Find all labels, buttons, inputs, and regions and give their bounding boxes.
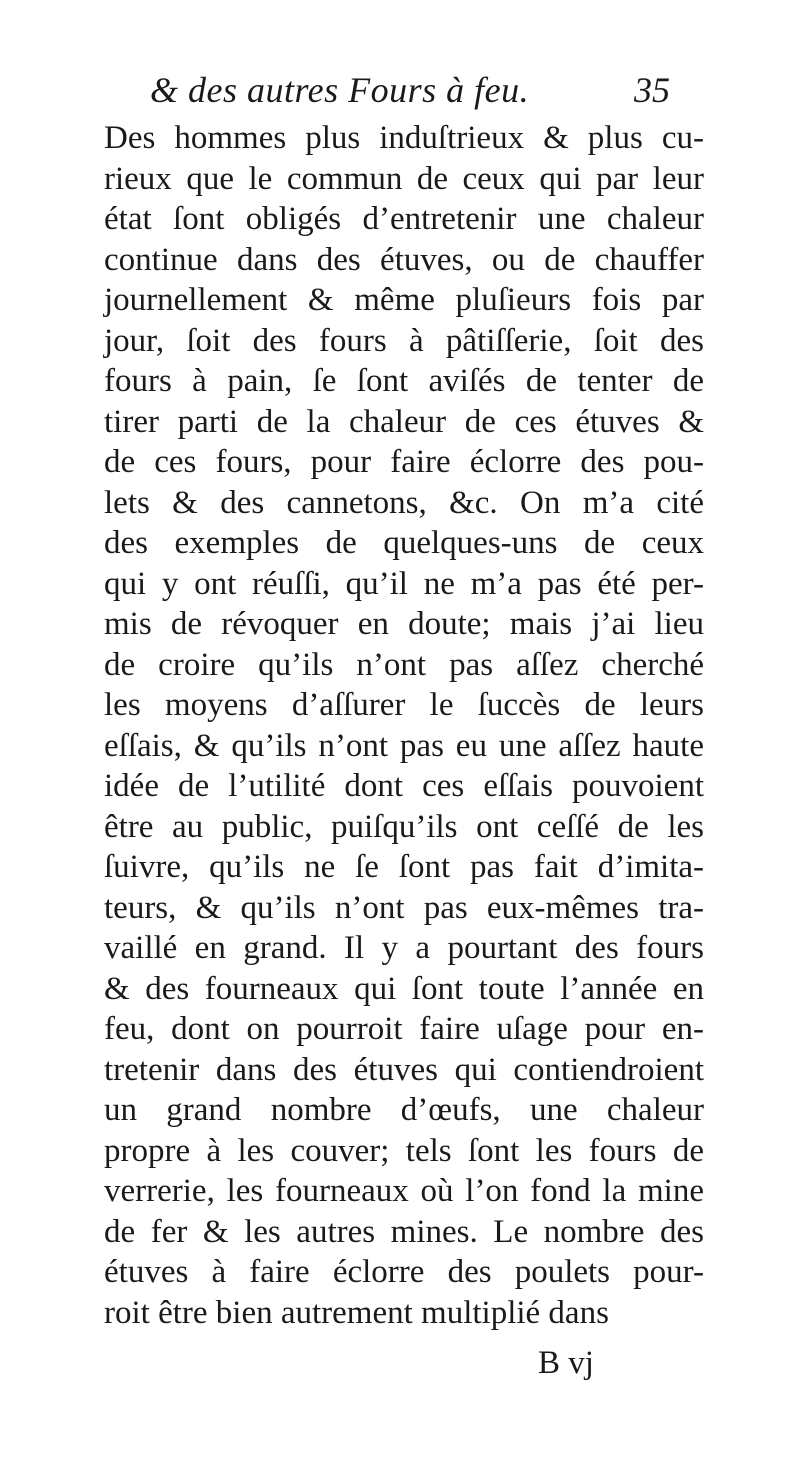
running-title: & des autres Fours à feu. xyxy=(150,70,530,110)
signature-mark: B vj xyxy=(538,1345,594,1381)
text-line: de croire qu’ils n’ont pas aſſez cherché xyxy=(104,646,704,683)
text-line: rieux que le commun de ceux qui par leur xyxy=(104,160,704,197)
text-line: fours à pain, ſe ſont aviſés de tenter de xyxy=(104,363,704,399)
page-number: 35 xyxy=(634,70,670,110)
running-head xyxy=(150,68,670,112)
text-line: des exemples de quelques-uns de ceux xyxy=(104,525,704,561)
text-line: de ces fours, pour faire éclorre des pou- xyxy=(104,444,704,480)
text-line: les moyens d’aſſurer le ſuccès de leurs xyxy=(104,687,704,723)
body-text xyxy=(104,118,704,1333)
text-line: ſuivre, qu’ils ne ſe ſont pas fait d’imita- xyxy=(104,849,704,885)
text-line: lets & des cannetons, &c. On m’a cité xyxy=(104,484,704,521)
text-line: tirer parti de la chaleur de ces étuves & xyxy=(104,403,704,440)
text-line: eſſais, & qu’ils n’ont pas eu une aſſez haute xyxy=(104,727,704,764)
text-line: teurs, & qu’ils n’ont pas eux-mêmes tra- xyxy=(104,889,704,926)
text-line: jour, ſoit des fours à pâtiſſerie, ſoit des xyxy=(104,322,704,359)
text-line: tretenir dans des étuves qui contiendroient xyxy=(104,1051,704,1088)
text-line: propre à les couver; tels ſont les fours de xyxy=(104,1132,704,1169)
text-line: mis de révoquer en doute; mais j’ai lieu xyxy=(104,606,704,642)
text-line: qui y ont réuſſi, qu’il ne m’a pas été per- xyxy=(104,565,704,602)
text-line: Des hommes plus induſtrieux & plus cu- xyxy=(104,120,704,156)
text-line: de fer & les autres mines. Le nombre des xyxy=(104,1213,704,1250)
text-line: idée de l’utilité dont ces eſſais pouvoient xyxy=(104,768,704,804)
text-line: un grand nombre d’œufs, une chaleur xyxy=(104,1092,704,1128)
text-line: roit être bien autrement multiplié dans xyxy=(104,1294,609,1331)
text-line: & des fourneaux qui ſont toute l’année en xyxy=(104,970,704,1007)
text-line: journellement & même pluſieurs fois par xyxy=(104,282,704,318)
text-line: étuves à faire éclorre des poulets pour- xyxy=(104,1254,704,1290)
text-line: état ſont obligés d’entretenir une chaleur xyxy=(104,201,704,237)
text-line: être au public, puiſqu’ils ont ceſſé de les xyxy=(104,808,704,845)
text-line: vaillé en grand. Il y a pourtant des fours xyxy=(104,930,704,966)
text-line: continue dans des étuves, ou de chauffer xyxy=(104,241,704,278)
text-line: verrerie, les fourneaux où l’on fond la mine xyxy=(104,1173,704,1209)
text-line: feu, dont on pourroit faire uſage pour en- xyxy=(104,1011,704,1047)
